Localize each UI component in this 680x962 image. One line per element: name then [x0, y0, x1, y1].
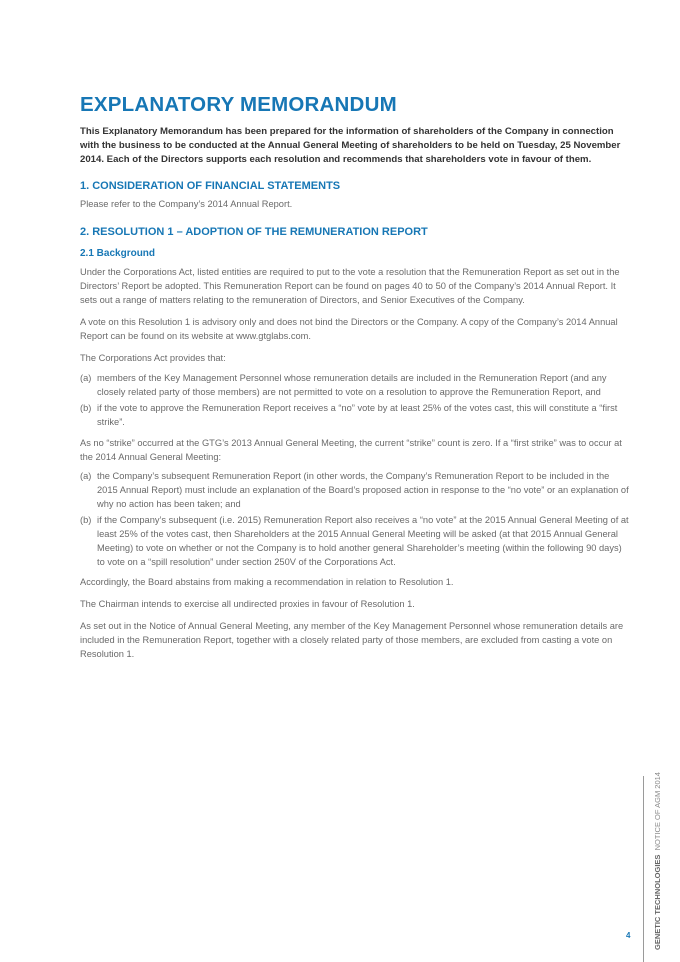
list-text: if the vote to approve the Remuneration Report receives a “no” vote by at least 25% of the votes cast, this will constitute a “first strike”. [97, 403, 618, 427]
list-marker: (a) [80, 373, 92, 383]
paragraph: Under the Corporations Act, listed entities are required to put to the vote a resolution that the Remuneration Report as set out in the Directors’ Report be adopted. This Remuneration Report can be found on pages 40 to 50 of the Company’s 2014 Annual Report. It sets out a range of matters relating to the remuneration of Directors, and Senior Executives of the Company. [80, 267, 620, 305]
paragraph: Accordingly, the Board abstains from making a recommendation in relation to Resolution 1. [80, 577, 454, 587]
list-marker: (a) [80, 471, 92, 481]
page-number: 4 [626, 931, 631, 940]
list-item [80, 513, 632, 569]
paragraph: A vote on this Resolution 1 is advisory only and does not bind the Directors or the Company. A copy of the Company’s 2014 Annual Report can be found on its website at www.gtglabs.com. [80, 317, 618, 341]
list-text: members of the Key Management Personnel whose remuneration details are included in the Remuneration Report (and any closely related party of those members) are not permitted to vote on a resolution to approve the Remuneration Report, and [97, 373, 607, 397]
paragraph: The Chairman intends to exercise all undirected proxies in favour of Resolution 1. [80, 599, 415, 609]
list-item [80, 371, 632, 399]
section-1-text: Please refer to the Company’s 2014 Annual Report. [80, 199, 293, 209]
paragraph: As no “strike” occurred at the GTG’s 2013 Annual General Meeting, the current “strike” count is zero. If a “first strike” was to occur at the 2014 Annual General Meeting: [80, 438, 622, 462]
intro-paragraph: This Explanatory Memorandum has been prepared for the information of shareholders of the Company in connection with the business to be conducted at the Annual General Meeting of shareholders to be held on Tuesday, 25 November 2014. Each of the Directors supports each resolution and recommends that shareholders vote in favour of them. [80, 126, 621, 165]
running-footer [653, 772, 662, 950]
list-text: if the Company’s subsequent (i.e. 2015) Remuneration Report also receives a “no vote” at the 2015 Annual General Meeting of at least 25% of the votes cast, then Shareholders at the 2015 Annual General Meeting will be asked (at that 2015 Annual General Meeting) to vote on whether or not the Company is to hold another general Shareholder’s meeting (within the following 90 days) to vote on a “spill resolution” under section 250V of the Corporations Act. [97, 515, 629, 567]
document-name: NOTICE OF AGM 2014 [653, 772, 662, 851]
paragraph: The Corporations Act provides that: [80, 353, 226, 363]
page-title: EXPLANATORY MEMORANDUM [80, 93, 397, 116]
section-2-heading: 2. RESOLUTION 1 – ADOPTION OF THE REMUNERATION REPORT [80, 226, 428, 238]
background-subheading: 2.1 Background [80, 248, 156, 259]
list-item [80, 469, 632, 511]
paragraph: As set out in the Notice of Annual General Meeting, any member of the Key Management Personnel whose remuneration details are included in the Remuneration Report, together with a closely related party of those members, are excluded from casting a vote on Resolution 1. [80, 621, 624, 659]
footer-divider [643, 776, 644, 962]
section-1-heading: 1. CONSIDERATION OF FINANCIAL STATEMENTS [80, 180, 341, 192]
list-text: the Company’s subsequent Remuneration Report (in other words, the Company’s Remuneration Report to be included in the 2015 Annual Report) must include an explanation of the Board’s proposed action in response to the “no vote” or an explanation of why no action has been taken; and [97, 471, 629, 509]
list-marker: (b) [80, 403, 92, 413]
list-item [80, 401, 632, 429]
company-name: GENETIC TECHNOLOGIES [653, 854, 662, 950]
list-marker: (b) [80, 515, 92, 525]
